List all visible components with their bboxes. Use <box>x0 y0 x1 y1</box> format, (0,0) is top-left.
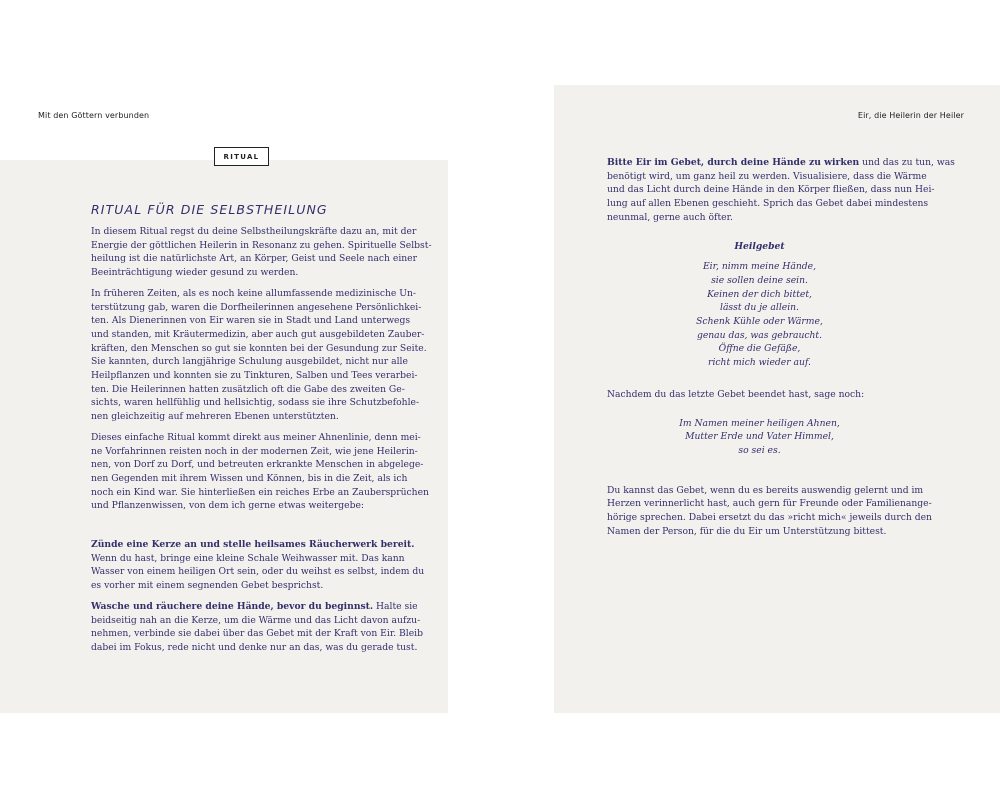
poem-line: Keinen der dich bittet, <box>707 288 812 300</box>
paragraph-history <box>91 287 427 424</box>
text-line: nen, von Dorf zu Dorf, und betreuten erkrankte Menschen in abgelege- <box>91 459 424 471</box>
poem-title: Heilgebet <box>734 240 785 252</box>
prayer-poem <box>607 240 912 370</box>
paragraph-prayer-intro <box>607 156 955 225</box>
text-line: Du kannst das Gebet, wenn du es bereits auswendig gelernt und im <box>607 484 924 496</box>
poem-line: richt mich wieder auf. <box>708 357 811 369</box>
text-line: Herzen verinnerlicht hast, auch gern für Freunde oder Familienange- <box>607 498 932 510</box>
text-line: neunmal, gerne auch öfter. <box>607 211 733 223</box>
text-line: Wasser von einem heiligen Ort sein, oder du weihst es selbst, indem du <box>91 566 425 578</box>
text-line: benötigt wird, um ganz heil zu werden. Visualisiere, dass die Wärme <box>607 170 927 182</box>
text-line: beidseitig nah an die Kerze, um die Wärme und das Licht davon aufzu- <box>91 614 421 626</box>
running-head-right: Eir, die Heilerin der Heiler <box>857 111 964 120</box>
text-line: In früheren Zeiten, als es noch keine allumfassende medizinische Un- <box>91 287 417 299</box>
paragraph-step-candle <box>91 538 425 593</box>
text-line: dabei im Fokus, rede nicht und denke nur an das, was du gerade tust. <box>91 641 418 653</box>
text-line: es vorher mit einem segnenden Gebet besprichst. <box>91 580 324 592</box>
text-line: Sie kannten, durch langjährige Schulung ausgebildet, nicht nur alle <box>91 356 408 368</box>
poem-line: Öffne die Gefäße, <box>718 343 801 355</box>
text-line: heilung ist die natürlichste Art, an Körper, Geist und Seele nach einer <box>91 253 418 265</box>
text-line <box>91 600 418 614</box>
poem-line: lässt du je allein. <box>720 302 799 314</box>
step-heading: Zünde eine Kerze an und stelle heilsames Räucherwerk bereit. <box>91 539 415 551</box>
poem-line: sie sollen deine sein. <box>711 274 808 286</box>
text-line: sichts, waren hellfühlig und hellsichtig, sodass sie ihre Schutzbefohle- <box>91 397 420 409</box>
text-line <box>607 156 955 170</box>
text-line <box>91 538 415 552</box>
running-head-left: Mit den Göttern verbunden <box>38 111 150 120</box>
paragraph-intro <box>91 225 432 280</box>
poem-line: Eir, nimm meine Hände, <box>702 261 817 273</box>
text-line: ne Vorfahrinnen reisten noch in der modernen Zeit, wie jene Heilerin- <box>91 445 418 457</box>
text-line: nen Gegenden mit ihrem Wissen und Können, bis in die Zeit, als ich <box>91 472 408 484</box>
poem-line: Schenk Kühle oder Wärme, <box>696 316 823 328</box>
poem-line: genau das, was gebraucht. <box>696 329 823 341</box>
text-line: kräften, den Menschen so gut sie konnten bei der Gesundung zur Seite. <box>91 342 427 354</box>
text-line: hörige sprechen. Dabei ersetzt du das »richt mich« jeweils durch den <box>607 512 932 524</box>
text-line: und Pflanzenwissen, von dem ich gerne etwas weitergebe: <box>91 500 364 512</box>
text-line: Beeinträchtigung wieder gesund zu werden. <box>91 267 299 279</box>
inline-text: und das zu tun, was <box>859 157 955 168</box>
step-heading: Wasche und räuchere deine Hände, bevor du beginnst. <box>91 600 374 612</box>
text-line: und das Licht durch deine Hände in den Körper fließen, dass nun Hei- <box>607 184 935 196</box>
text-line: nehmen, verbinde sie dabei über das Gebet mit der Kraft von Eir. Bleib <box>91 628 423 640</box>
text-line: terstützung gab, waren die Dorfheilerinnen angesehene Persönlichkei- <box>91 301 422 313</box>
text-line: Heilpflanzen und konnten sie zu Tinkturen, Salben und Tees verarbei- <box>91 370 418 382</box>
closing-verse <box>607 417 912 458</box>
paragraph-ancestry <box>91 431 429 513</box>
section-title: RITUAL FÜR DIE SELBSTHEILUNG <box>91 202 328 217</box>
ritual-tag: RITUAL <box>214 147 269 166</box>
inline-text: Halte sie <box>373 600 418 612</box>
text-line: noch ein Kind war. Sie hinterließen ein reiches Erbe an Zaubersprüchen <box>91 486 429 498</box>
poem-line: so sei es. <box>738 444 781 456</box>
text-line: Wenn du hast, bringe eine kleine Schale Weihwasser mit. Das kann <box>91 552 405 564</box>
right-column <box>607 156 955 545</box>
poem-line: Im Namen meiner heiligen Ahnen, <box>679 417 840 429</box>
poem-line: Mutter Erde und Vater Himmel, <box>685 431 834 443</box>
text-line: lung auf allen Ebenen geschieht. Sprich das Gebet dabei mindestens <box>607 198 929 210</box>
paragraph-for-others <box>607 484 932 539</box>
step-heading: Bitte Eir im Gebet, durch deine Hände zu wirken <box>607 157 860 168</box>
paragraph-step-hands <box>91 600 423 655</box>
text-line: Dieses einfache Ritual kommt direkt aus meiner Ahnenlinie, denn mei- <box>91 431 421 443</box>
left-column <box>91 225 432 662</box>
text-line: In diesem Ritual regst du deine Selbstheilungskräfte dazu an, mit der <box>91 226 417 237</box>
text-line: Namen der Person, für die du Eir um Unterstützung bittest. <box>607 525 887 537</box>
text-line: ten. Die Heilerinnen hatten zusätzlich oft die Gabe des zweiten Ge- <box>91 383 405 395</box>
text-line: ten. Als Dienerinnen von Eir waren sie in Stadt und Land unterwegs <box>91 315 411 327</box>
paragraph-closing-intro: Nachdem du das letzte Gebet beendet hast, sage noch: <box>607 388 865 400</box>
text-line: Energie der göttlichen Heilerin in Resonanz zu gehen. Spirituelle Selbst- <box>91 239 432 251</box>
text-line: und standen, mit Kräutermedizin, aber auch gut ausgebildeten Zauber- <box>91 328 425 340</box>
text-line: nen gleichzeitig auf mehreren Ebenen unterstützten. <box>91 411 339 423</box>
